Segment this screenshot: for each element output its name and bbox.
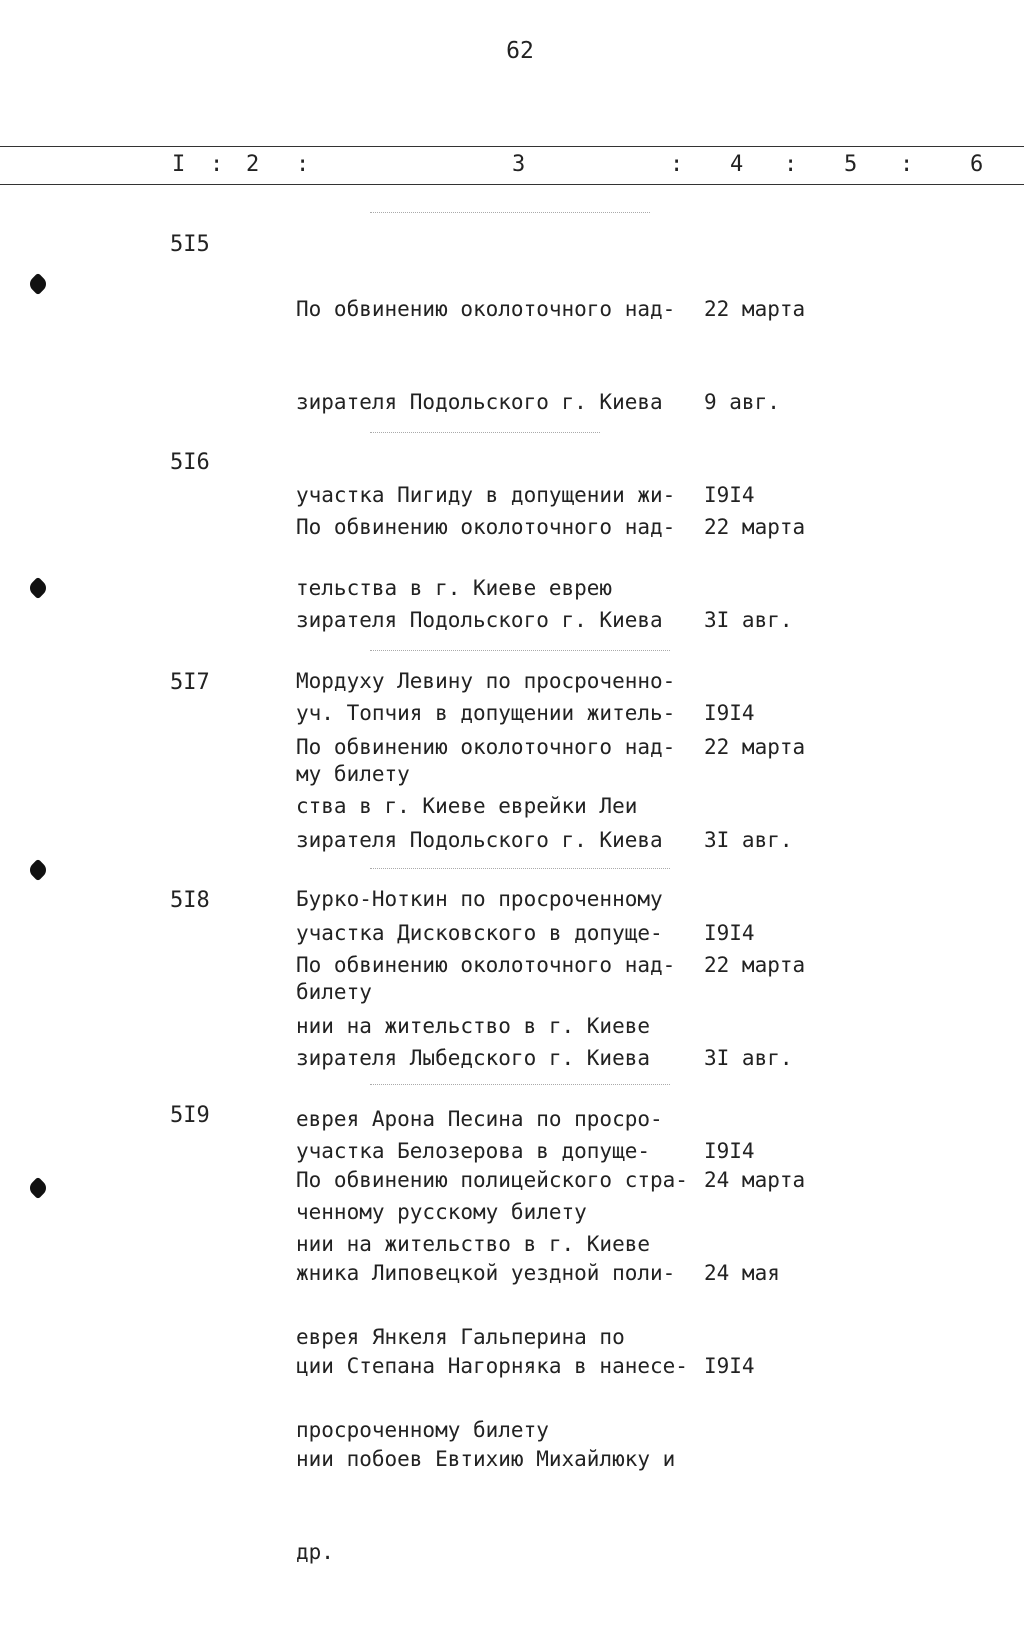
column-header-3: 3 [512,152,526,177]
entry-number: 5I8 [170,888,210,913]
page-number: 62 [506,38,534,64]
column-header-5: 5 [844,152,858,177]
column-separator: : [210,152,224,177]
column-header-2: 2 [246,152,260,177]
entry-dates: 24 марта 24 мая I9I4 [704,1168,806,1378]
entry-number: 5I6 [170,450,210,475]
entry-dates: 22 марта 3I авг. I9I4 [704,953,806,1163]
entry-dates: 22 марта 3I авг. I9I4 [704,735,806,945]
header-bottom-rule [0,184,1024,185]
header-top-rule [0,146,1024,147]
entry-description: По обвинению околоточного над- зирателя Подольского г. Киева участка Дисковского в допуще- нии на жительство в г. Киеве еврея Арона Песина по просро- ченному русскому билету [296,735,676,1224]
entry-number: 5I7 [170,670,210,695]
entry-description: По обвинению полицейского стра- жника Липовецкой уездной поли- ции Степана Нагорняка в нанесе- нии побоев Евтихию Михайлюку и др. [296,1168,688,1564]
entry-dates: 22 марта 3I авг. I9I4 [704,515,806,725]
column-header-4: 4 [730,152,744,177]
entry-number: 5I9 [170,1103,210,1128]
entry-number: 5I5 [170,232,210,257]
entry-description: По обвинению околоточного над- зирателя Подольского г. Киева участка Пигиду в допущении жи- тельства в г. Киеве еврею Мордуху Левину по просроченно- му билету [296,297,676,786]
column-separator: : [900,152,914,177]
binder-hole-mark [27,1177,50,1200]
column-header-1: I [172,152,186,177]
column-separator: : [784,152,798,177]
entry-dates: 22 марта 9 авг. I9I4 [704,297,806,507]
column-separator: : [670,152,684,177]
column-header-6: 6 [970,152,984,177]
entry-description: По обвинению околоточного над- зирателя Подольского г. Киева уч. Топчия в допущении житель- ства в г. Киеве еврейки Леи Бурко-Ноткин по просроченному билету [296,515,676,1004]
entry-separator [370,212,650,214]
binder-hole-mark [27,859,50,882]
entry-description: По обвинению околоточного над- зирателя Лыбедского г. Киева участка Белозерова в допуще- нии на жительство в г. Киеве еврея Янкеля Гальперина по просроченному билету [296,953,676,1442]
binder-hole-mark [27,577,50,600]
column-separator: : [296,152,310,177]
binder-hole-mark [27,273,50,296]
